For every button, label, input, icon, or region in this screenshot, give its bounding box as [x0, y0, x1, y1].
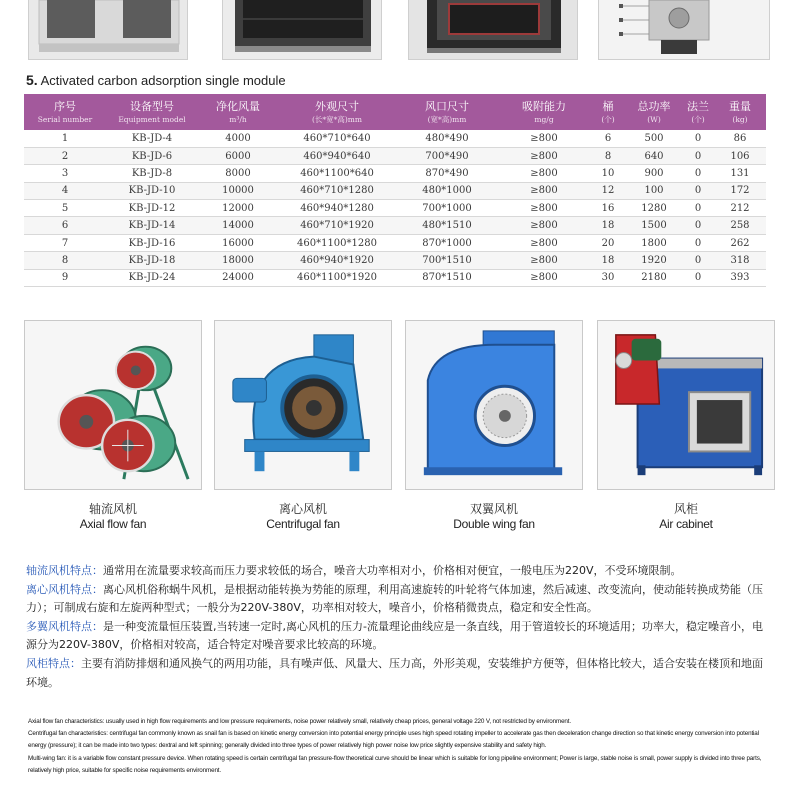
table-row — [24, 269, 766, 286]
cell-weight: 131 — [714, 165, 766, 182]
double-wing-fan-label-en: Double wing fan — [453, 517, 535, 531]
cell-barrels: 18 — [590, 252, 626, 269]
axial-fan-photo — [24, 320, 202, 490]
cell-airflow: 12000 — [198, 200, 278, 217]
header-model: 设备型号 Equipment model — [118, 99, 186, 124]
cell-serial: 1 — [24, 130, 106, 147]
cell-dimensions: 460*710*1920 — [278, 217, 396, 234]
cell-weight: 258 — [714, 217, 766, 234]
cell-dimensions: 460*940*1280 — [278, 200, 396, 217]
double-wing-fan-label — [405, 502, 583, 532]
cell-barrels: 16 — [590, 200, 626, 217]
axial-fan-description-en: Axial flow fan characteristics: usually used in high flow requirements and low pressure requirements, noise power relatively small, relatively cheap prices, general voltage 220 V, not restricted by environment. — [28, 718, 571, 725]
cell-airflow: 16000 — [198, 234, 278, 251]
product-photo-4 — [598, 0, 770, 60]
cell-adsorption: ≥800 — [498, 165, 590, 182]
cell-barrels: 30 — [590, 269, 626, 286]
cell-model: KB-JD-4 — [106, 130, 198, 147]
section-title-text: Activated carbon adsorption single module — [40, 73, 286, 88]
cell-adsorption: ≥800 — [498, 252, 590, 269]
cell-dimensions: 460*1100*1920 — [278, 269, 396, 286]
air-cabinet-label — [597, 502, 775, 532]
air-cabinet-photo — [597, 320, 775, 490]
cell-dimensions: 460*1100*1280 — [278, 234, 396, 251]
air-cabinet-label-zh: 风柜 — [673, 502, 698, 516]
cell-power: 1500 — [626, 217, 682, 234]
cell-weight: 318 — [714, 252, 766, 269]
cell-weight: 393 — [714, 269, 766, 286]
english-descriptions — [28, 716, 770, 777]
header-dimensions: 外观尺寸 (长*宽*高)mm — [311, 99, 363, 124]
cell-vent-size: 480*1510 — [396, 217, 498, 234]
centrifugal-fan-label-en: Centrifugal fan — [266, 517, 340, 531]
chinese-descriptions — [26, 562, 770, 692]
air-cabinet-label-en: Air cabinet — [659, 517, 713, 531]
cell-adsorption: ≥800 — [498, 147, 590, 164]
section-number: 5. — [26, 72, 38, 88]
cell-barrels: 6 — [590, 130, 626, 147]
cell-model: KB-JD-6 — [106, 147, 198, 164]
cell-vent-size: 700*1000 — [396, 200, 498, 217]
cell-weight: 262 — [714, 234, 766, 251]
cell-weight: 172 — [714, 182, 766, 199]
spec-table-body — [24, 130, 766, 287]
cell-barrels: 18 — [590, 217, 626, 234]
cell-barrels: 12 — [590, 182, 626, 199]
header-vent-size: 风口尺寸 (宽*高)mm — [425, 99, 469, 124]
cell-barrels: 20 — [590, 234, 626, 251]
double-wing-fan-photo — [405, 320, 583, 490]
centrifugal-fan-description: 离心风机特点：离心风机俗称蜗牛风机，是根据动能转换为势能的原理，利用高速旋转的叶轮将气体加速，然后减速、改变流向，使动能转换成势能（压力）；可制成右旋和左旋两种型式；一般分为220V-380V，功率相对较大，噪音小，价格稍微贵点，稳定和安全性高。 — [26, 582, 763, 615]
cell-flange: 0 — [682, 200, 714, 217]
cell-serial: 9 — [24, 269, 106, 286]
header-weight: 重量 (kg) — [729, 99, 751, 124]
cell-power: 1280 — [626, 200, 682, 217]
cell-vent-size: 870*1000 — [396, 234, 498, 251]
cell-serial: 6 — [24, 217, 106, 234]
table-row — [24, 147, 766, 164]
cell-serial: 7 — [24, 234, 106, 251]
cell-weight: 106 — [714, 147, 766, 164]
cell-serial: 3 — [24, 165, 106, 182]
double-wing-fan-label-zh: 双翼风机 — [469, 502, 518, 516]
header-serial: 序号 Serial number — [37, 99, 93, 124]
cell-model: KB-JD-24 — [106, 269, 198, 286]
cell-adsorption: ≥800 — [498, 269, 590, 286]
table-row — [24, 217, 766, 234]
cell-vent-size: 700*1510 — [396, 252, 498, 269]
cell-vent-size: 870*490 — [396, 165, 498, 182]
cell-dimensions: 460*940*640 — [278, 147, 396, 164]
spec-table-header — [24, 94, 766, 130]
cell-airflow: 8000 — [198, 165, 278, 182]
header-barrels: 桶 (个) — [601, 99, 615, 124]
cell-vent-size: 870*1510 — [396, 269, 498, 286]
cell-serial: 4 — [24, 182, 106, 199]
multi-wing-fan-description-en: Multi-wing fan: it is a variable flow constant pressure device. When rotating speed is certain centrifugal fan pressure-flow theoretical curve should be linear which is suitable for long pipeline environment; Power is large, stable noise is small, power supply is divided into three parts, relatively high price, suitable for specific noise requirements environment. — [28, 754, 762, 774]
cell-adsorption: ≥800 — [498, 217, 590, 234]
header-power: 总功率 (W) — [637, 99, 671, 124]
table-row — [24, 130, 766, 147]
cell-dimensions: 460*710*1280 — [278, 182, 396, 199]
header-adsorption: 吸附能力 mg/g — [522, 99, 566, 124]
spec-table — [24, 94, 766, 287]
header-airflow: 净化风量 m³/h — [216, 99, 260, 124]
cell-flange: 0 — [682, 147, 714, 164]
cell-dimensions: 460*940*1920 — [278, 252, 396, 269]
cell-model: KB-JD-12 — [106, 200, 198, 217]
cell-power: 640 — [626, 147, 682, 164]
cell-dimensions: 460*1100*640 — [278, 165, 396, 182]
cell-power: 900 — [626, 165, 682, 182]
centrifugal-fan-label-zh: 离心风机 — [278, 502, 327, 516]
cell-vent-size: 480*1000 — [396, 182, 498, 199]
cell-airflow: 24000 — [198, 269, 278, 286]
cell-flange: 0 — [682, 182, 714, 199]
cell-power: 1800 — [626, 234, 682, 251]
table-row — [24, 252, 766, 269]
cell-model: KB-JD-14 — [106, 217, 198, 234]
cell-airflow: 18000 — [198, 252, 278, 269]
cell-flange: 0 — [682, 217, 714, 234]
cell-power: 1920 — [626, 252, 682, 269]
table-row — [24, 165, 766, 182]
centrifugal-fan-photo — [214, 320, 392, 490]
axial-fan-label-zh: 轴流风机 — [88, 502, 137, 516]
cell-weight: 212 — [714, 200, 766, 217]
cell-airflow: 4000 — [198, 130, 278, 147]
centrifugal-fan-label — [214, 502, 392, 532]
table-row — [24, 200, 766, 217]
cell-model: KB-JD-8 — [106, 165, 198, 182]
centrifugal-fan-description-en: Centrifugal fan characteristics: centrifugal fan commonly known as snail fan is based on kinetic energy conversion into potential energy principle uses high speed rotating impeller to accelerate gas then deceleration change direction so that kinetic energy conversion into potential energy (pressure); it can be made into two types: dextral and left spinning; generally divided into three types of power relatively high power noise low price slightly expensive stability and safety high. — [28, 730, 759, 750]
air-cabinet-description: 风柜特点：主要有消防排烟和通风换气的两用功能，具有噪声低、风量大、压力高，外形美观，安装维护方便等，但体格比较大，适合安装在楼顶和地面环境。 — [26, 656, 763, 689]
cell-vent-size: 480*490 — [396, 130, 498, 147]
cell-barrels: 10 — [590, 165, 626, 182]
axial-fan-label-en: Axial flow fan — [79, 517, 147, 531]
cell-adsorption: ≥800 — [498, 182, 590, 199]
cell-model: KB-JD-18 — [106, 252, 198, 269]
product-photo-3 — [408, 0, 578, 60]
cell-serial: 8 — [24, 252, 106, 269]
cell-adsorption: ≥800 — [498, 130, 590, 147]
cell-power: 500 — [626, 130, 682, 147]
cell-model: KB-JD-16 — [106, 234, 198, 251]
table-row — [24, 182, 766, 199]
axial-fan-label — [24, 502, 202, 532]
cell-airflow: 6000 — [198, 147, 278, 164]
cell-flange: 0 — [682, 269, 714, 286]
cell-airflow: 14000 — [198, 217, 278, 234]
cell-flange: 0 — [682, 165, 714, 182]
cell-vent-size: 700*490 — [396, 147, 498, 164]
cell-adsorption: ≥800 — [498, 234, 590, 251]
cell-serial: 2 — [24, 147, 106, 164]
cell-airflow: 10000 — [198, 182, 278, 199]
product-photo-1 — [28, 0, 188, 60]
cell-barrels: 8 — [590, 147, 626, 164]
cell-flange: 0 — [682, 130, 714, 147]
cell-serial: 5 — [24, 200, 106, 217]
top-product-photos — [0, 0, 790, 66]
cell-adsorption: ≥800 — [498, 200, 590, 217]
cell-dimensions: 460*710*640 — [278, 130, 396, 147]
multi-wing-fan-description: 多翼风机特点：是一种变流量恒压装置,当转速一定时,离心风机的压力-流量理论曲线应是一条直线，用于管道较长的环境适用；功率大，稳定噪音小，电源分为220V-380V，价格相对较高，适合特定对噪音要求比较高的环境。 — [26, 619, 763, 652]
cell-power: 2180 — [626, 269, 682, 286]
axial-fan-description: 轴流风机特点：通常用在流量要求较高而压力要求较低的场合，噪音大功率相对小，价格相对便宜，一般电压为220V，不受环境限制。 — [26, 564, 682, 577]
header-flange: 法兰 (个) — [687, 99, 709, 124]
cell-power: 100 — [626, 182, 682, 199]
section-title — [26, 72, 286, 88]
product-photo-2 — [222, 0, 382, 60]
cell-flange: 0 — [682, 252, 714, 269]
table-row — [24, 234, 766, 251]
cell-model: KB-JD-10 — [106, 182, 198, 199]
cell-weight: 86 — [714, 130, 766, 147]
cell-flange: 0 — [682, 234, 714, 251]
